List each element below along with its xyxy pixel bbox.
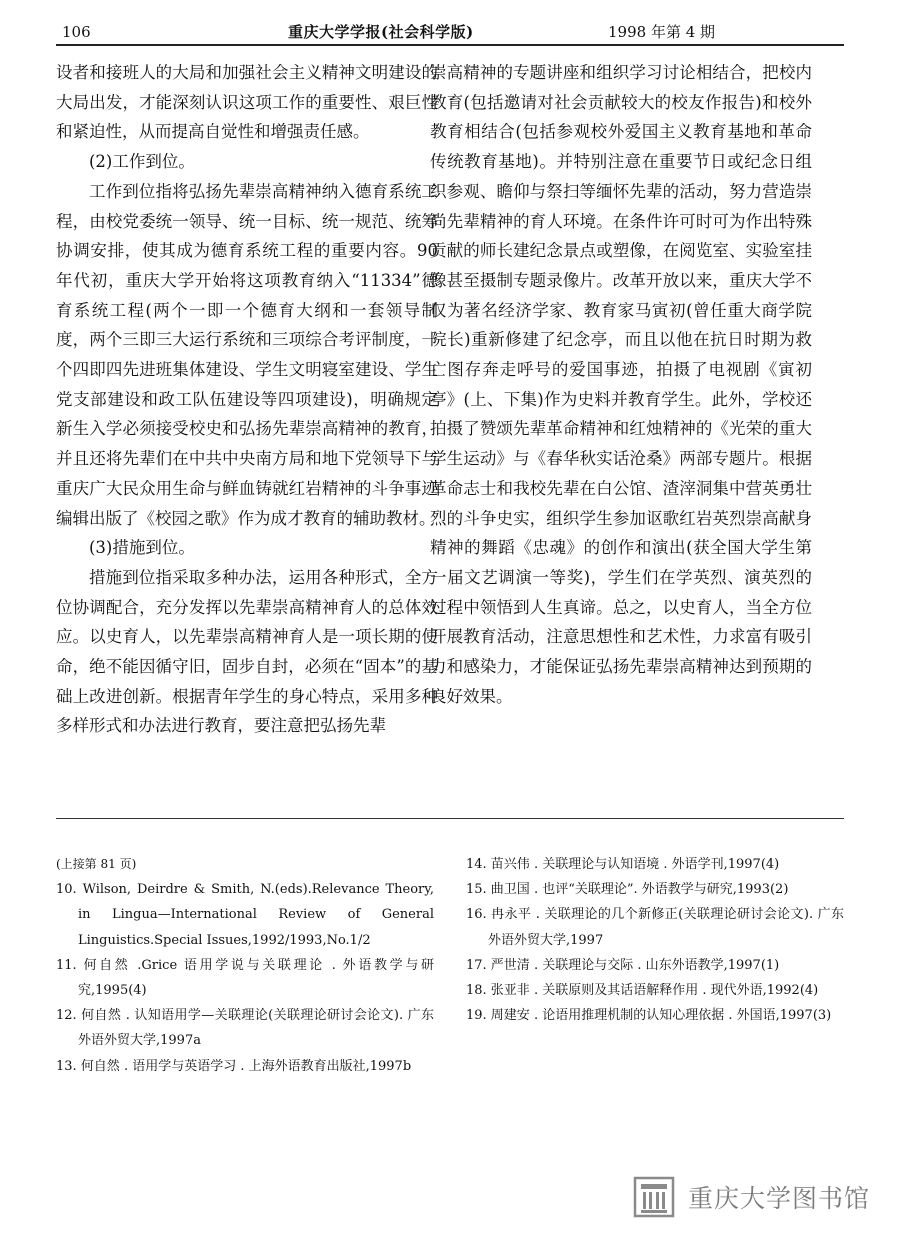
issue-label: 1998 年第 4 期 xyxy=(608,23,716,41)
reference-item: 13. 何自然 . 语用学与英语学习 . 上海外语教育出版社,1997b xyxy=(56,1058,412,1074)
paragraph: 设者和接班人的大局和加强社会主义精神文明建设的大局出发，才能深刻认识这项工作的重要性、艰巨性和紧迫性，从而提高自觉性和增强责任感。 xyxy=(56,63,438,142)
reference-item: 10. Wilson, Deirdre & Smith, N.(eds).Relevance Theory, in Lingua—International Review of General Linguistics.Special Issues,1992/1993,No.1/2 xyxy=(56,882,434,948)
section-heading: (2)工作到位。 xyxy=(89,152,195,172)
reference-item: 14. 苗兴伟 . 关联理论与认知语境 . 外语学刊,1997(4) xyxy=(466,857,780,872)
reference-item: 16. 冉永平 . 关联理论的几个新修正(关联理论研讨会论文). 广东外语外贸大学,1997 xyxy=(466,907,844,948)
reference-item: 12. 何自然 . 认知语用学—关联理论(关联理论研讨会论文). 广东外语外贸大学,1997a xyxy=(56,1008,434,1049)
references-divider xyxy=(56,818,844,819)
paragraph: 措施到位指采取多种办法，运用各种形式，全方位协调配合，充分发挥以先辈崇高精神育人的总体效应。以史育人，以先辈崇高精神育人是一项长期的使命，绝不能因循守旧，固步自封，必须在“固本”的基础上改进创新。根据青年学生的身心特点，采用多种多样形式和办法进行教育，要注意把弘扬先辈 xyxy=(56,567,438,736)
reference-item: 15. 曲卫国 . 也评“关联理论”. 外语教学与研究,1993(2) xyxy=(466,882,789,898)
page-number: 106 xyxy=(62,23,91,41)
library-logo-icon xyxy=(632,1175,676,1219)
running-header xyxy=(56,22,844,44)
reference-item: 19. 周建安 . 论语用推理机制的认知心理依据 . 外国语,1997(3) xyxy=(466,1008,832,1024)
reference-list-left xyxy=(56,852,434,1079)
reference-item: 18. 张亚非 . 关联原则及其话语解释作用 . 现代外语,1992(4) xyxy=(466,983,819,999)
body-column-right xyxy=(430,58,812,711)
reference-item: 17. 严世清 . 关联理论与交际 . 山东外语教学,1997(1) xyxy=(466,957,780,973)
paragraph: 崇高精神的专题讲座和组织学习讨论相结合，把校内教育(包括邀请对社会贡献较大的校友作报告)和校外教育相结合(包括参观校外爱国主义教育基地和革命传统教育基地)。并特别注意在重要节日或纪念日组织参观、瞻仰与祭扫等缅怀先辈的活动，努力营造崇尚先辈精神的育人环境。在条件许可时可为作出特殊贡献的师长建纪念景点或塑像，在阅览室、实验室挂像甚至摄制专题录像片。改革开放以来，重庆大学不仅为著名经济学家、教育家马寅初(曾任重大商学院院长)重新修建了纪念亭，而且以他在抗日时期为救亡图存奔走呼号的爱国事迹，拍摄了电视剧《寅初亭》(上、下集)作为史料并教育学生。此外，学校还拍摄了赞颂先辈革命精神和红烛精神的《光荣的重大学生运动》与《春华秋实话沧桑》两部专题片。根据革命志士和我校先辈在白公馆、渣滓洞集中营英勇壮烈的斗争史实，组织学生参加讴歌红岩英烈崇高献身精神的舞蹈《忠魂》的创作和演出(获全国大学生第一届文艺调演一等奖)，学生们在学英烈、演英烈的过程中领悟到人生真谛。总之，以史育人，当全方位开展教育活动，注意思想性和艺术性，力求富有吸引力和感染力，才能保证弘扬先辈崇高精神达到预期的良好效果。 xyxy=(430,63,812,706)
paragraph: 工作到位指将弘扬先辈崇高精神纳入德育系统工程，由校党委统一领导、统一目标、统一规范、统筹协调安排，使其成为德育系统工程的重要内容。90 年代初，重庆大学开始将这项教育纳入“11334”德育系统工程(两个一即一个德育大纲和一套领导制度，两个三即三大运行系统和三项综合考评制度，一个四即四先进班集体建设、学生文明寝室建设、学生党支部建设和政工队伍建设等四项建设)，明确规定新生入学必须接受校史和弘扬先辈崇高精神的教育，并且还将先辈们在中共中央南方局和地下党领导下与重庆广大民众用生命与鲜血铸就红岩精神的斗争事迹编辑出版了《校园之歌》作为成才教育的辅助教材。 xyxy=(56,181,438,528)
reference-list-right xyxy=(466,852,844,1028)
section-heading: (3)措施到位。 xyxy=(89,538,195,558)
watermark-text: 重庆大学图书馆 xyxy=(688,1184,871,1213)
library-watermark xyxy=(632,1168,870,1226)
continued-note: (上接第 81 页) xyxy=(56,857,137,871)
reference-item: 11. 何自然 .Grice 语用学说与关联理论 . 外语教学与研究,1995(4) xyxy=(56,957,434,999)
journal-title: 重庆大学学报(社会科学版) xyxy=(288,23,474,41)
body-column-left xyxy=(56,58,438,741)
header-rule xyxy=(56,44,844,46)
